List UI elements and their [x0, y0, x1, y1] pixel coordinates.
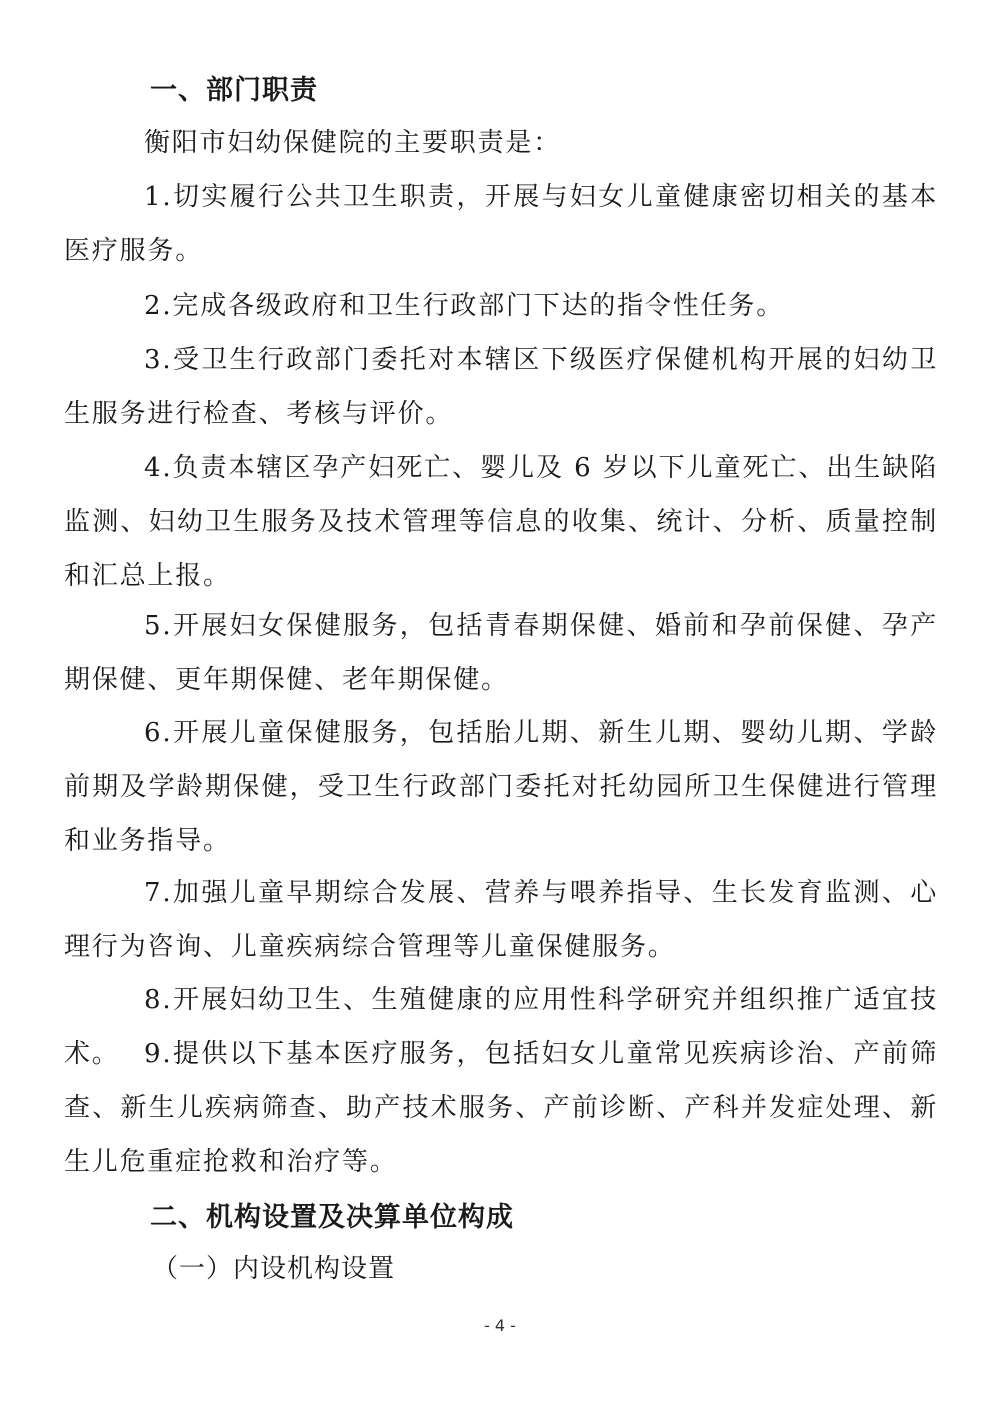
intro-paragraph: 衡阳市妇幼保健院的主要职责是： — [144, 128, 562, 158]
page-number: - 4 - — [484, 1316, 516, 1335]
duty-item-8: 8.开展妇幼卫生、生殖健康的应用性科学研究并组织推广适宜技术。 — [64, 985, 938, 1069]
duty-item-6: 6.开展儿童保健服务，包括胎儿期、新生儿期、婴幼儿期、学龄前期及学龄期保健，受卫生行政部门委托对托幼园所卫生保健进行管理和业务指导。 — [64, 718, 938, 856]
duty-item-1: 1.切实履行公共卫生职责，开展与妇女儿童健康密切相关的基本医疗服务。 — [64, 182, 938, 266]
section-heading-organization: 二、机构设置及决算单位构成 — [150, 1202, 514, 1233]
subsection-heading-internal: （一）内设机构设置 — [152, 1254, 396, 1284]
duty-item-5: 5.开展妇女保健服务，包括青春期保健、婚前和孕前保健、孕产期保健、更年期保健、老年期保健。 — [64, 611, 938, 695]
duty-item-2: 2.完成各级政府和卫生行政部门下达的指令性任务。 — [144, 291, 785, 321]
duty-item-7: 7.加强儿童早期综合发展、营养与喂养指导、生长发育监测、心理行为咨询、儿童疾病综合管理等儿童保健服务。 — [64, 878, 938, 962]
duty-item-9: 9.提供以下基本医疗服务，包括妇女儿童常见疾病诊治、产前筛查、新生儿疾病筛查、助产技术服务、产前诊断、产科并发症处理、新生儿危重症抢救和治疗等。 — [64, 1039, 938, 1177]
duty-item-4: 4.负责本辖区孕产妇死亡、婴儿及 6 岁以下儿童死亡、出生缺陷监测、妇幼卫生服务及技术管理等信息的收集、统计、分析、质量控制和汇总上报。 — [64, 453, 938, 591]
section-heading-duties: 一、部门职责 — [150, 75, 318, 106]
duty-item-3: 3.受卫生行政部门委托对本辖区下级医疗保健机构开展的妇幼卫生服务进行检查、考核与评价。 — [64, 345, 938, 429]
